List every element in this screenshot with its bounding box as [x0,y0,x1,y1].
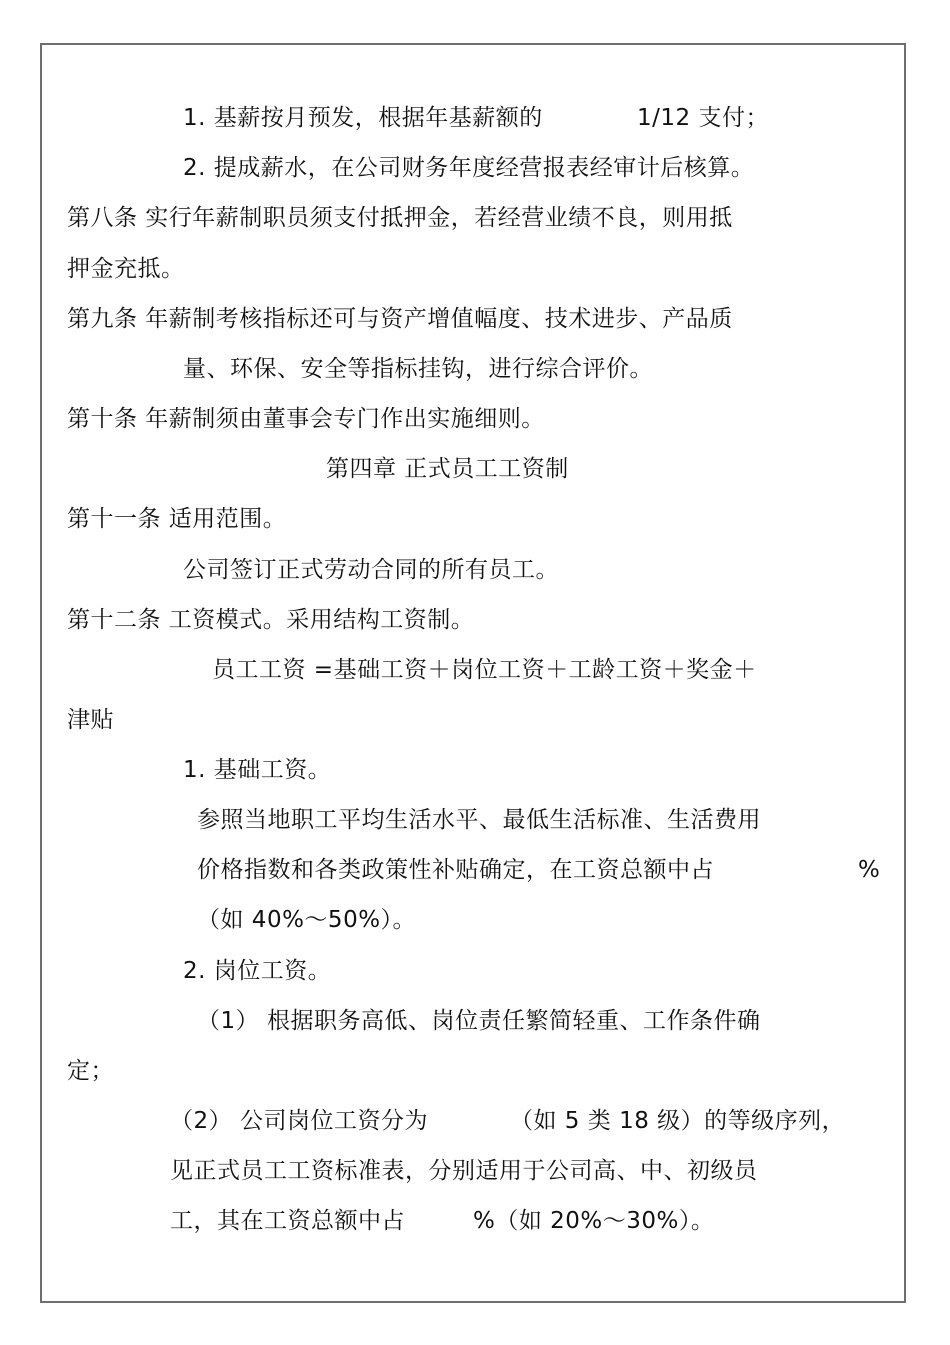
text-line [170,1106,846,1136]
text-line: 2. 提成薪水，在公司财务年度经营报表经审计后核算。 [183,155,755,181]
text-line: 量、环保、安全等指标挂钩，进行综合评价。 [183,356,653,382]
text-segment: 工，其在工资总额中占 [170,1208,405,1234]
text-line: 津贴 [67,707,114,733]
article-11: 第十一条 适用范围。 [67,506,287,532]
text-segment: 1. 基薪按月预发，根据年基薪额的 [183,105,543,131]
text-line [170,1206,715,1236]
article-10: 第十条 年薪制须由董事会专门作出实施细则。 [67,406,545,432]
text-line: 见正式员工工资标准表，分别适用于公司高、中、初级员 [170,1158,758,1184]
subsection-heading: 1. 基础工资。 [183,757,332,783]
text-segment: %（如 20%～30%）。 [473,1208,715,1234]
text-line: （如 40%～50%）。 [197,907,417,933]
text-line: （1） 根据职务高低、岗位责任繁简轻重、工作条件确 [197,1008,761,1034]
formula-line: 员工工资 =基础工资＋岗位工资＋工龄工资＋奖金＋ [212,657,757,683]
text-line: 参照当地职工平均生活水平、最低生活标准、生活费用 [197,807,761,833]
text-segment: % [858,857,881,883]
chapter-heading: 第四章 正式员工工资制 [326,456,569,482]
text-line [183,103,769,133]
text-segment: （2） 公司岗位工资分为 [170,1108,428,1134]
text-segment: （如 5 类 18 级）的等级序列， [510,1108,846,1134]
article-12: 第十二条 工资模式。采用结构工资制。 [67,607,475,633]
text-line: 公司签订正式劳动合同的所有员工。 [183,557,559,583]
text-line: 定； [67,1058,114,1084]
article-9: 第九条 年薪制考核指标还可与资产增值幅度、技术进步、产品质 [67,306,733,332]
subsection-heading: 2. 岗位工资。 [183,958,332,984]
text-line: 押金充抵。 [67,256,185,282]
text-line [197,855,881,885]
text-segment: 1/12 支付； [637,105,769,131]
text-segment: 价格指数和各类政策性补贴确定，在工资总额中占 [197,857,714,883]
article-8: 第八条 实行年薪制职员须支付抵押金，若经营业绩不良，则用抵 [67,205,733,231]
